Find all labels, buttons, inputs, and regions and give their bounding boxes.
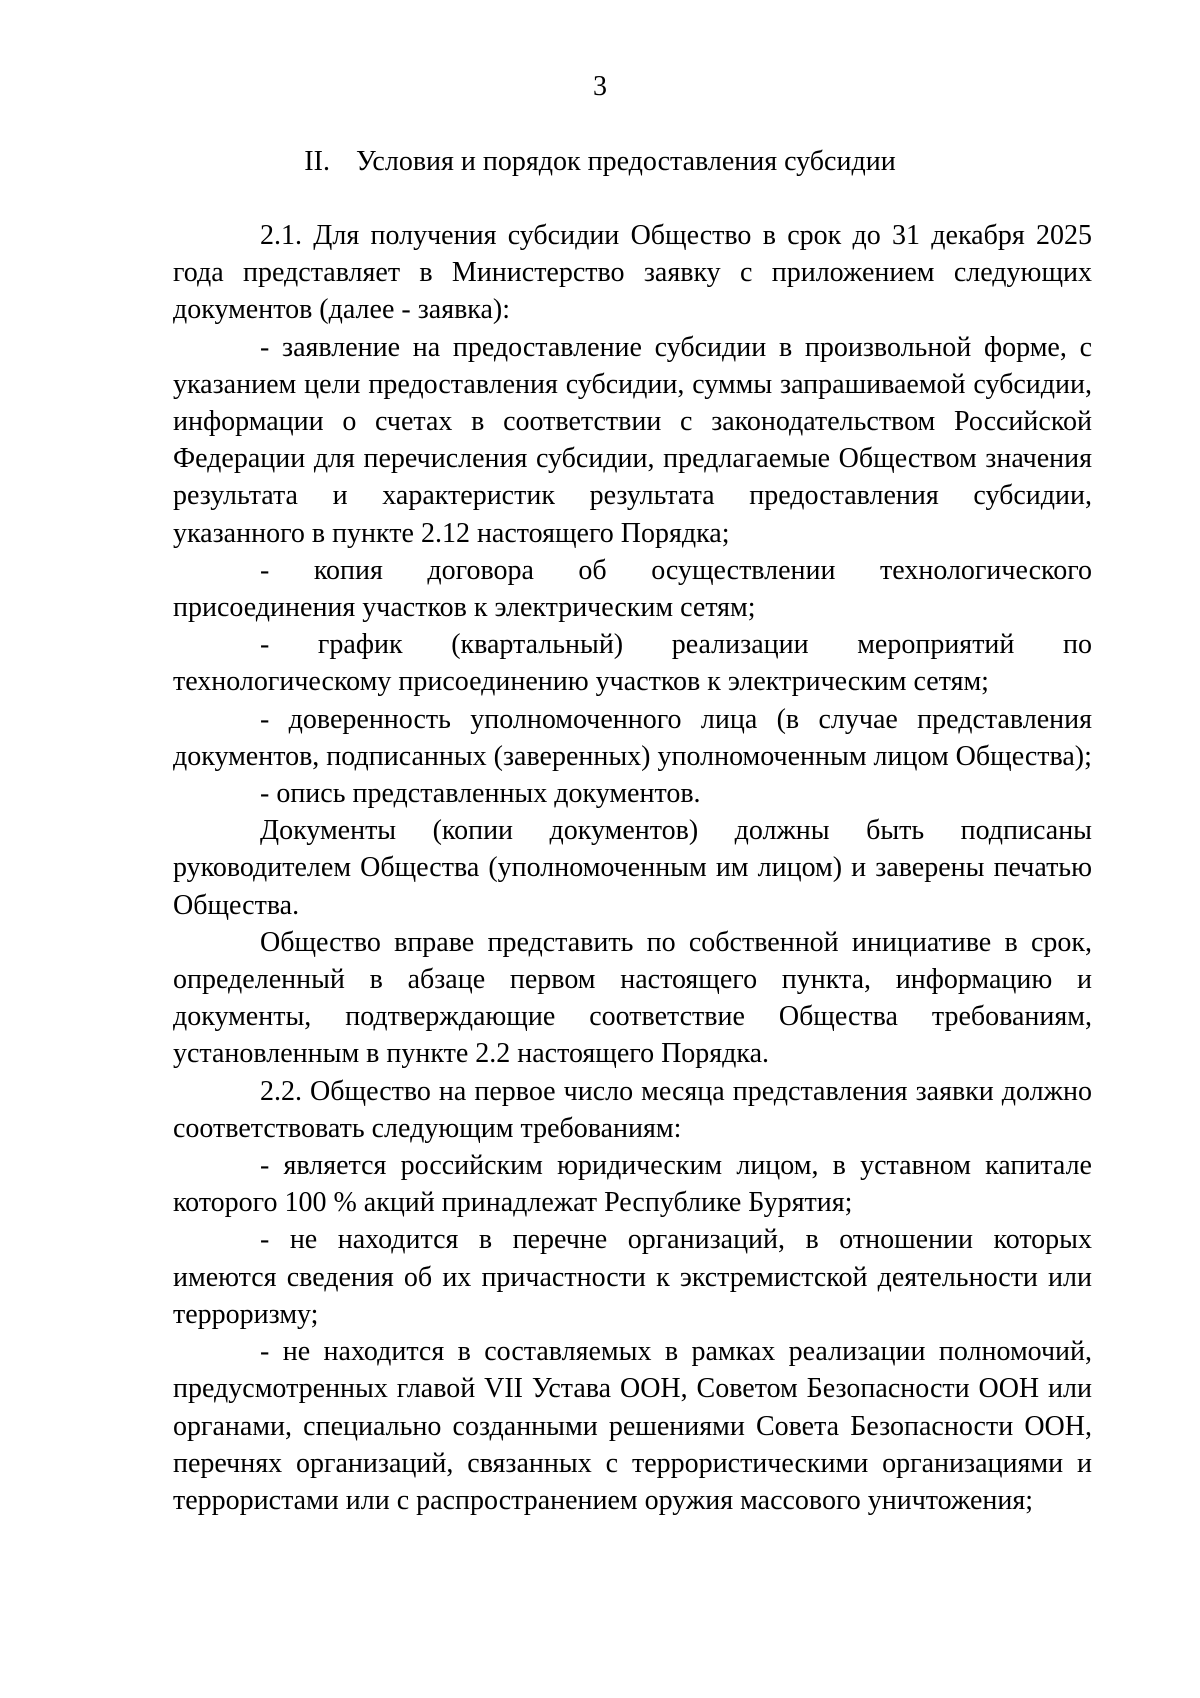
paragraph-2-1: 2.1. Для получения субсидии Общество в срок до 31 декабря 2025 года представляет в Министерство заявку с приложением следующих документов (далее - заявка):: [173, 220, 1092, 326]
paragraph-own-initiative: Общество вправе представить по собственной инициативе в срок, определенный в абзаце первом настоящего пункта, информацию и документы, подтверждающие соответствие Общества требованиям, установленным в пункте 2.2 настоящего Порядка.: [173, 926, 1092, 1070]
list-item-power-of-attorney: - доверенность уполномоченного лица (в случае представления документов, подписанных (заверенных) уполномоченным лицом Общества);: [173, 703, 1092, 772]
list-item-un-lists: - не находится в составляемых в рамках реализации полномочий, предусмотренных главой VII Устава ООН, Советом Безопасности ООН или органами, специально созданными решениями Совета Безопасности ООН, перечнях организаций, связанных с террористическими организациями и террористами или с распространением оружия массового уничтожения;: [173, 1336, 1092, 1516]
document-body: [173, 217, 1092, 1519]
list-item-inventory: - опись представленных документов.: [260, 778, 701, 810]
list-item-schedule: - график (квартальный) реализации мероприятий по технологическому присоединению участков к электрическим сетям;: [173, 629, 1092, 698]
paragraph-signing: Документы (копии документов) должны быть подписаны руководителем Общества (уполномоченным им лицом) и заверены печатью Общества.: [173, 815, 1092, 921]
section-number: II.: [304, 146, 330, 177]
list-item-application: - заявление на предоставление субсидии в произвольной форме, с указанием цели предоставления субсидии, суммы запрашиваемой субсидии, информации о счетах в соответствии с законодательством Российской Федерации для перечисления субсидии, предлагаемые Обществом значения результата и характеристик результата предоставления субсидии, указанного в пункте 2.12 настоящего Порядка;: [173, 331, 1092, 549]
page-number: 3: [593, 71, 607, 102]
paragraph-2-2: 2.2. Общество на первое число месяца представления заявки должно соответствовать следующим требованиям:: [173, 1075, 1092, 1144]
list-item-extremism: - не находится в перечне организаций, в отношении которых имеются сведения об их причастности к экстремистской деятельности или терроризму;: [173, 1224, 1092, 1330]
list-item-russian-entity: - является российским юридическим лицом, в уставном капитале которого 100 % акций принадлежат Республике Бурятия;: [173, 1150, 1092, 1219]
section-heading: [0, 145, 1200, 179]
section-title-text: Условия и порядок предоставления субсидии: [355, 146, 896, 177]
list-item-contract-copy: - копия договора об осуществлении технологического присоединения участков к электрическим сетям;: [173, 554, 1092, 624]
